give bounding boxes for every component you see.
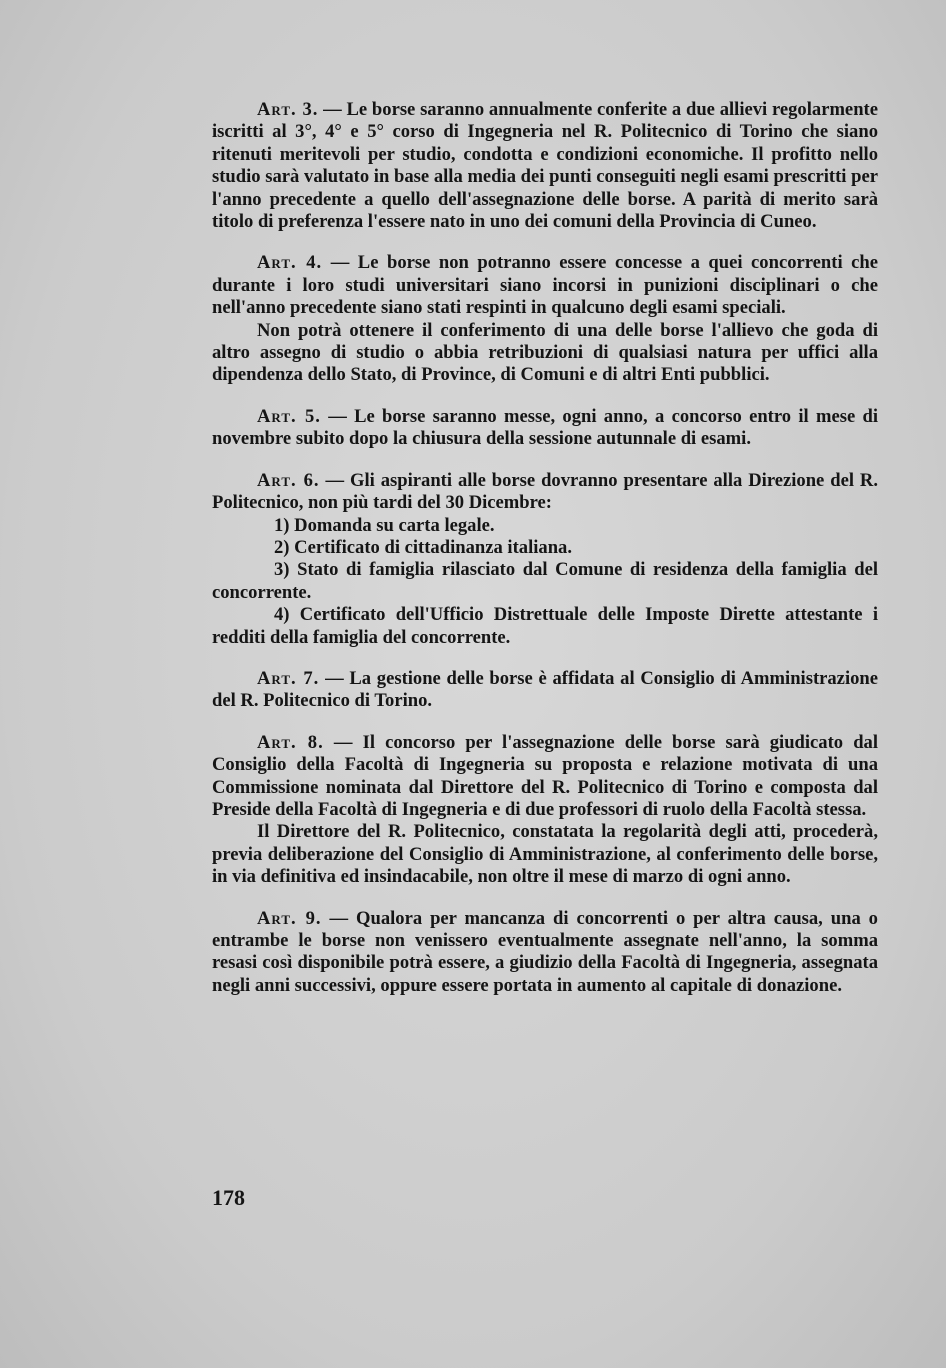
article-3: [212, 99, 878, 233]
article-label: Art. 4.: [257, 252, 323, 274]
list-item: 3) Stato di famiglia rilasciato dal Comune di residenza della famiglia del concorrente.: [212, 559, 878, 603]
article-8: [212, 732, 878, 822]
article-4: [212, 252, 878, 319]
article-4-paragraph-2: Non potrà ottenere il conferimento di una delle borse l'allievo che goda di altro assegno di studio o abbia retribuzioni di qualsiasi natura per uffici alla dipendenza dello Stato, di Province, di Comuni e di altri Enti pubblici.: [212, 319, 878, 386]
page-number: 178: [212, 1185, 245, 1210]
article-7: [212, 668, 878, 713]
article-label: Art. 5.: [257, 405, 321, 427]
document-body: [212, 99, 878, 997]
list-item: 2) Certificato di cittadinanza italiana.: [274, 536, 572, 558]
list-item: 1) Domanda su carta legale.: [274, 514, 495, 536]
article-text: — Le borse saranno annualmente conferite a due allievi regolarmente iscritti al 3°, 4° e 5° corso di Ingegneria nel R. Politecnico di Torino che siano ritenuti meritevoli per studio, condotta e condizioni economiche. Il profitto nello studio sarà valutato in base alla media dei punti conseguiti negli esami prescritti per l'anno precedente a quello dell'assegnazione delle borse. A parità di merito sarà titolo di preferenza l'essere nato in uno dei comuni della Provincia di Cuneo.: [212, 99, 878, 233]
article-text: — Gli aspiranti alle borse dovranno presentare alla Direzione del R. Politecnico, non più tardi del 30 Dicembre:: [212, 469, 879, 514]
article-text: — Il concorso per l'assegnazione delle borse sarà giudicato dal Consiglio della Facoltà di Ingegneria su proposta e relazione motivata di una Commissione nominata dal Direttore del R. Politecnico di Torino e composta dal Preside della Facoltà di Ingegneria e di due professori di ruolo della Facoltà stessa.: [212, 731, 879, 820]
article-6: [212, 470, 878, 515]
article-label: Art. 8.: [257, 731, 324, 753]
article-9: [212, 908, 878, 998]
article-label: Art. 7.: [257, 667, 320, 689]
article-text: — Le borse saranno messe, ogni anno, a concorso entro il mese di novembre subito dopo la chiusura della sessione autunnale di esami.: [212, 405, 878, 450]
article-8-paragraph-2: Il Direttore del R. Politecnico, constatata la regolarità degli atti, procederà, previa deliberazione del Consiglio di Amministrazione, al conferimento delle borse, in via definitiva ed insindacabile, non oltre il mese di marzo di ogni anno.: [212, 821, 878, 888]
article-5: [212, 406, 878, 451]
article-text: — Qualora per mancanza di concorrenti o per altra causa, una o entrambe le borse non venissero eventualmente assegnate nell'anno, la somma resasi così disponibile potrà essere, a giudizio della Facoltà di Ingegneria, assegnata negli anni successivi, oppure essere portata in aumento al capitale di donazione.: [212, 907, 878, 996]
article-label: Art. 6.: [257, 469, 320, 491]
article-text: — Le borse non potranno essere concesse a quei concorrenti che durante i loro studi universitari siano incorsi in punizioni disciplinari o che nell'anno precedente siano stati respinti in qualcuno degli esami speciali.: [212, 252, 878, 319]
article-label: Art. 9.: [257, 907, 322, 929]
article-text: — La gestione delle borse è affidata al Consiglio di Amministrazione del R. Politecnico di Torino.: [212, 667, 878, 712]
list-item: 4) Certificato dell'Ufficio Distrettuale delle Imposte Dirette attestante i redditi della famiglia del concorrente.: [212, 604, 878, 648]
article-label: Art. 3.: [257, 99, 319, 120]
